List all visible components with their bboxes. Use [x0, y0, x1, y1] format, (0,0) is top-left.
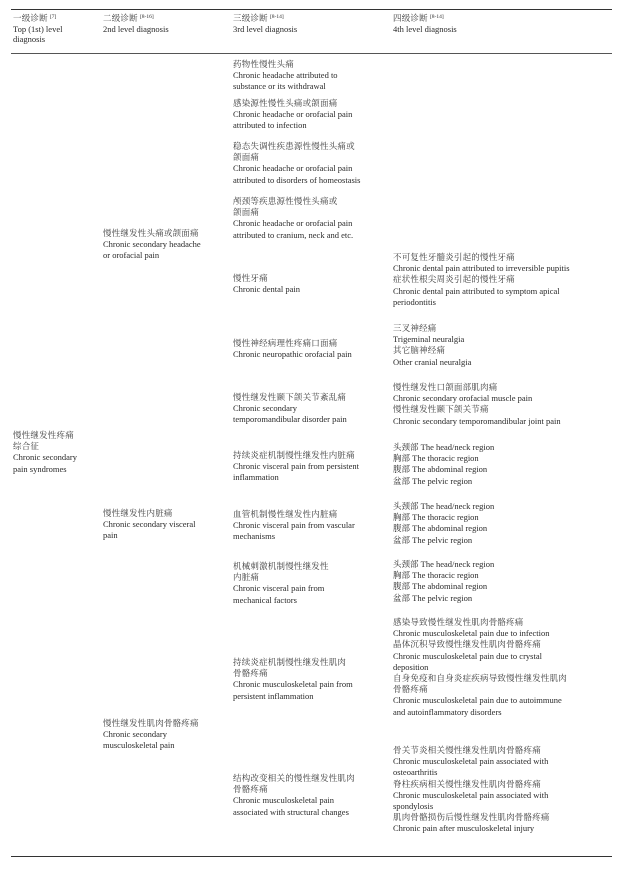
cell-line: 颌面痛: [233, 207, 260, 218]
level3-cell: [233, 561, 329, 606]
cell-line: Chronic secondary: [233, 403, 297, 414]
cell-line: or orofacial pain: [103, 250, 160, 261]
level3-cell: [233, 98, 352, 132]
header-level2-ref: [8-16]: [139, 14, 154, 20]
level2-cell: [103, 718, 199, 752]
header-level3: [233, 13, 297, 34]
cell-line: 慢性继发性疼痛: [13, 430, 74, 440]
cell-line: Chronic musculoskeletal pain from: [233, 679, 353, 690]
cell-line: 不可复性牙髓炎引起的慢性牙痛: [393, 252, 515, 262]
cell-line: 内脏痛: [233, 572, 260, 583]
cell-line: Chronic musculoskeletal pain due to infection: [393, 628, 550, 639]
header-level2-en: 2nd level diagnosis: [103, 23, 169, 34]
cell-line: Chronic headache or orofacial pain: [233, 218, 353, 229]
cell-line: 颌面痛: [233, 152, 260, 163]
cell-line: Chronic secondary orofacial muscle pain: [393, 393, 533, 404]
cell-line: 机械刺激机制慢性继发性: [233, 561, 329, 571]
level3-cell: [233, 338, 352, 360]
cell-line: 胸部 The thoracic region: [393, 453, 479, 464]
cell-line: 脊柱疾病相关慢性继发性肌肉骨骼疼痛: [393, 778, 541, 789]
cell-line: Chronic neuropathic orofacial pain: [233, 349, 352, 360]
cell-line: 三叉神经痛: [393, 323, 437, 333]
cell-line: 盆部 The pelvic region: [393, 475, 473, 486]
cell-line: 肌肉骨骼损伤后慢性继发性肌肉骨骼疼痛: [393, 812, 550, 823]
cell-line: 颅颈等疾患源性慢性头痛或: [233, 196, 338, 206]
cell-line: 盆部 The pelvic region: [393, 534, 473, 545]
cell-line: Chronic secondary temporomandibular joint pain: [393, 415, 561, 426]
cell-line: Chronic musculoskeletal pain associated with: [393, 789, 549, 800]
table-top-rule: [11, 9, 612, 10]
level4-cell: [393, 559, 494, 604]
level4-cell: [393, 382, 561, 427]
cell-line: Chronic dental pain attributed to irreversible pupitis: [393, 263, 570, 274]
cell-line: 症状性根尖周炎引起的慢性牙痛: [393, 274, 515, 285]
cell-line: 腹部 The abdominal region: [393, 464, 488, 475]
table-header-rule: [11, 53, 612, 54]
level4-cell: [393, 617, 567, 718]
header-level1-ref: [7]: [49, 14, 57, 20]
header-level4-zh: 四级诊断: [393, 13, 428, 23]
cell-line: musculoskeletal pain: [103, 740, 175, 751]
level4-cell: [393, 323, 471, 368]
cell-line: Chronic dental pain attributed to symptom apical: [393, 285, 560, 296]
cell-line: 慢性继发性口颌面部肌肉痛: [393, 382, 498, 392]
header-level1-en: diagnosis: [13, 34, 46, 44]
header-level1-zh: 一级诊断: [13, 13, 48, 23]
cell-line: pain: [103, 530, 118, 541]
cell-line: 腹部 The abdominal region: [393, 581, 488, 592]
header-level3-en: 3rd level diagnosis: [233, 23, 298, 34]
header-level3-zh: 三级诊断: [233, 13, 268, 23]
cell-line: associated with structural changes: [233, 806, 349, 817]
cell-line: periodontitis: [393, 296, 436, 307]
cell-line: Trigeminal neuralgia: [393, 334, 465, 345]
cell-line: Chronic headache attributed to: [233, 70, 338, 81]
header-level2: [103, 13, 169, 34]
cell-line: Chronic secondary: [13, 452, 77, 463]
cell-line: osteoarthritis: [393, 767, 438, 778]
cell-line: attributed to cranium, neck and etc.: [233, 229, 354, 240]
level4-cell: [393, 501, 494, 546]
cell-line: Other cranial neuralgia: [393, 356, 472, 367]
cell-line: 稳态失调性疾患源性慢性头痛或: [233, 141, 355, 151]
level3-cell: [233, 392, 347, 426]
cell-line: Chronic visceral pain from: [233, 583, 325, 594]
cell-line: 慢性继发性颞下颌关节紊乱痛: [233, 392, 347, 402]
cell-line: attributed to infection: [233, 120, 307, 131]
cell-line: pain syndromes: [13, 463, 67, 474]
cell-line: Chronic visceral pain from persistent: [233, 461, 360, 472]
cell-line: 其它脑神经痛: [393, 345, 446, 356]
cell-line: and autoinflammatory disorders: [393, 706, 502, 717]
cell-line: Chronic pain after musculoskeletal injury: [393, 823, 535, 834]
cell-line: 头颈部 The head/neck region: [393, 442, 495, 452]
cell-line: Chronic secondary: [103, 729, 167, 740]
cell-line: spondylosis: [393, 801, 434, 812]
cell-line: 骨骼疼痛: [233, 668, 268, 679]
cell-line: 感染导致慢性继发性肌肉骨骼疼痛: [393, 617, 524, 627]
level4-cell: [393, 745, 550, 835]
header-level1: [13, 13, 62, 45]
cell-line: temporomandibular disorder pain: [233, 414, 347, 425]
cell-line: 头颈部 The head/neck region: [393, 501, 495, 511]
cell-line: substance or its withdrawal: [233, 81, 326, 92]
table-bottom-rule: [11, 856, 612, 857]
cell-line: 感染源性慢性头痛或颌面痛: [233, 98, 338, 108]
cell-line: Chronic visceral pain from vascular: [233, 520, 355, 531]
header-level2-zh: 二级诊断: [103, 13, 138, 23]
cell-line: 慢性神经病理性疼痛口面痛: [233, 338, 338, 348]
cell-line: Chronic headache or orofacial pain: [233, 163, 353, 174]
cell-line: 持续炎症机制慢性继发性肌肉: [233, 657, 347, 667]
cell-line: Chronic musculoskeletal pain: [233, 795, 335, 806]
cell-line: 慢性继发性肌肉骨骼疼痛: [103, 718, 199, 728]
cell-line: Chronic musculoskeletal pain due to autoimmune: [393, 695, 562, 706]
cell-line: 骨骼疼痛: [233, 784, 268, 795]
cell-line: 慢性继发性内脏痛: [103, 508, 173, 518]
cell-line: 血管机制慢性继发性内脏痛: [233, 509, 338, 519]
cell-line: 综合征: [13, 441, 40, 452]
level3-cell: [233, 509, 355, 543]
cell-line: 胸部 The thoracic region: [393, 570, 479, 581]
cell-line: 慢性继发性颞下颌关节痛: [393, 404, 489, 415]
level1-cell: [13, 430, 77, 475]
level2-cell: [103, 228, 201, 262]
header-level4-en: 4th level diagnosis: [393, 23, 457, 34]
cell-line: Chronic dental pain: [233, 284, 301, 295]
cell-line: Chronic musculoskeletal pain due to crystal: [393, 650, 542, 661]
cell-line: 腹部 The abdominal region: [393, 523, 488, 534]
cell-line: Chronic secondary visceral: [103, 519, 196, 530]
level3-cell: [233, 657, 353, 702]
cell-line: deposition: [393, 661, 429, 672]
cell-line: 慢性继发性头痛或颌面痛: [103, 228, 199, 238]
cell-line: 胸部 The thoracic region: [393, 512, 479, 523]
cell-line: 骨骼疼痛: [393, 684, 428, 695]
cell-line: mechanisms: [233, 531, 276, 542]
cell-line: 自身免疫和自身炎症疾病导致慢性继发性肌肉: [393, 673, 568, 684]
level3-cell: [233, 141, 360, 186]
cell-line: persistent inflammation: [233, 690, 314, 701]
level2-cell: [103, 508, 196, 542]
cell-line: 持续炎症机制慢性继发性内脏痛: [233, 450, 355, 460]
cell-line: 药物性慢性头痛: [233, 59, 294, 69]
level4-cell: [393, 442, 494, 487]
header-level3-ref: [8-14]: [269, 14, 284, 20]
cell-line: Chronic headache or orofacial pain: [233, 109, 353, 120]
header-level4: [393, 13, 457, 34]
cell-line: mechanical factors: [233, 594, 297, 605]
cell-line: inflammation: [233, 472, 279, 483]
cell-line: 骨关节炎相关慢性继发性肌肉骨骼疼痛: [393, 745, 541, 755]
header-level4-ref: [8-14]: [429, 14, 444, 20]
cell-line: Chronic musculoskeletal pain associated with: [393, 756, 549, 767]
level3-cell: [233, 273, 300, 295]
cell-line: 头颈部 The head/neck region: [393, 559, 495, 569]
level3-cell: [233, 773, 355, 818]
cell-line: Chronic secondary headache: [103, 239, 201, 250]
level4-cell: [393, 252, 570, 308]
level3-cell: [233, 450, 359, 484]
cell-line: attributed to disorders of homeostasis: [233, 174, 361, 185]
cell-line: 晶体沉积导致慢性继发性肌肉骨骼疼痛: [393, 639, 541, 650]
cell-line: 慢性牙痛: [233, 273, 268, 283]
header-level1-en: Top (1st) level: [13, 23, 63, 34]
cell-line: 结构改变相关的慢性继发性肌肉: [233, 773, 355, 783]
cell-line: 盆部 The pelvic region: [393, 592, 473, 603]
level3-cell: [233, 196, 353, 241]
level3-cell: [233, 59, 338, 93]
